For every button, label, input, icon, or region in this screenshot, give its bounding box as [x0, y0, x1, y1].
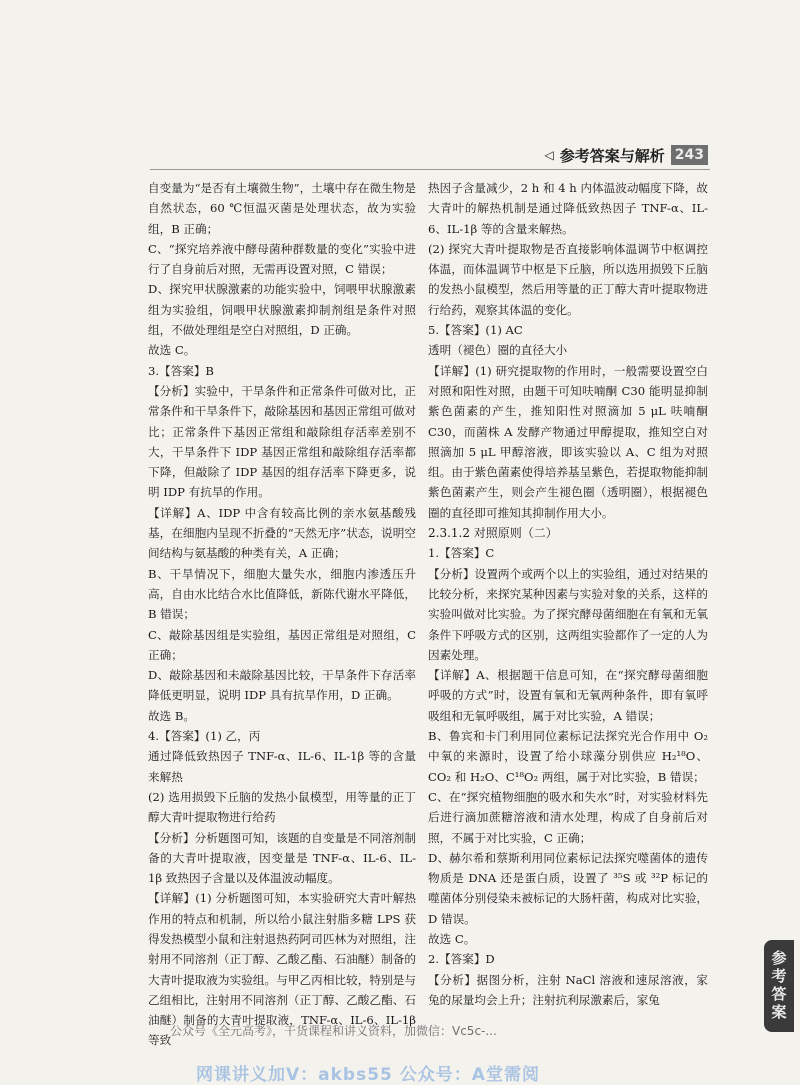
answer-heading: 4.【答案】(1) 乙，丙 [148, 729, 261, 744]
watermark-text: 公众号《全元高考》，干货课程和讲义资料，加微信：Vc5c-... [170, 1024, 497, 1038]
side-tab-label: 参考答案 [764, 940, 794, 1032]
paragraph: 故选 C。 [148, 343, 196, 358]
paragraph: 【分析】分析题图可知，该题的自变量是不同溶剂制备的大青叶提取液，因变量是 TNF-α、IL-6、IL-1β 致热因子含量以及体温波动幅度。 [148, 830, 416, 886]
paragraph: D、探究甲状腺激素的功能实验中，饲喂甲状腺激素组为实验组，饲喂甲状腺激素抑制剂组是条件对照组，不做处理组是空白对照组，D 正确。 [148, 282, 416, 338]
section-heading: 2.3.1.2 对照原则（二） [428, 526, 558, 541]
page-number: 243 [671, 145, 708, 165]
answer-heading: 1.【答案】C [428, 546, 495, 561]
paragraph: 通过降低致热因子 TNF-α、IL-6、IL-1β 等的含量来解热 [148, 749, 416, 784]
left-triangle-icon: ◁ [544, 148, 554, 162]
paragraph: 【分析】实验中，干旱条件和正常条件可做对比，正常条件和干旱条件下，敲除基因和基因正常组可做对比；正常条件下基因正常组和敲除组存活率差别不大，干旱条件下 IDP 基因正常组和敲除组存活率都下降，但敲除了 IDP 基因的组存活率下降更多，说明 IDP 有抗旱的作用。 [148, 383, 416, 500]
paragraph: C、“探究培养液中酵母菌种群数量的变化”实验中进行了自身前后对照，无需再设置对照，C 错误； [148, 241, 416, 277]
left-column [148, 178, 416, 1051]
watermark-banner: 网课讲义加V：akbs55 公众号：A堂需阅 [196, 1065, 540, 1085]
header-divider [150, 169, 710, 170]
paragraph: 故选 C。 [428, 931, 476, 946]
paragraph: B、干旱情况下，细胞大量失水，细胞内渗透压升高，自由水比结合水比值降低，新陈代谢水平降低，B 错误； [148, 566, 416, 622]
paragraph: 故选 B。 [148, 708, 195, 723]
paragraph: 热因子含量减少，2 h 和 4 h 内体温波动幅度下降，故大青叶的解热机制是通过降低致热因子 TNF-α、IL-6、IL-1β 等的含量来解热。 [428, 181, 708, 236]
paragraph: C、敲除基因组是实验组，基因正常组是对照组，C 正确； [148, 627, 416, 662]
paragraph: (2) 探究大青叶提取物是否直接影响体温调节中枢调控体温，而体温调节中枢是下丘脑，所以选用损毁下丘脑的发热小鼠模型，然后用等量的正丁醇大青叶提取物进行给药，观察其体温的变化。 [428, 241, 708, 317]
header-title: 参考答案与解析 [559, 146, 665, 165]
paragraph: 【详解】A、IDP 中含有较高比例的亲水氨基酸残基，在细胞内呈现不折叠的“天然无序”状态，说明空间结构与氨基酸的种类有关，A 正确； [148, 505, 416, 561]
paragraph: B、鲁宾和卡门利用同位素标记法探究光合作用中 O₂ 中氧的来源时，设置了给小球藻分别供应 H₂¹⁸O、CO₂ 和 H₂O、C¹⁸O₂ 两组，属于对比实验，B 错误； [428, 729, 708, 784]
paragraph: 【详解】A、根据题干信息可知，在“探究酵母菌细胞呼吸的方式”时，设置有氧和无氧两种条件，即有氧呼吸组和无氧呼吸组，属于对比实验，A 错误； [428, 668, 708, 723]
answer-heading: 5.【答案】(1) AC [428, 323, 523, 338]
right-column [428, 178, 708, 1010]
paragraph: 【分析】设置两个或两个以上的实验组，通过对结果的比较分析，来探究某种因素与实验对象的关系，这样的实验叫做对比实验。为了探究酵母菌细胞在有氧和无氧条件下呼吸方式的区别，这两组实验都作了一定的人为因素处理。 [428, 566, 708, 662]
paragraph: 透明（褪色）圈的直径大小 [428, 343, 568, 358]
paragraph: 【分析】据图分析，注射 NaCl 溶液和速尿溶液，家兔的尿量均会上升；注射抗利尿激素后，家兔 [428, 972, 708, 1007]
paragraph: C、在“探究植物细胞的吸水和失水”时，对实验材料先后进行滴加蔗糖溶液和清水处理，构成了自身前后对照，不属于对比实验，C 正确； [428, 789, 708, 845]
answer-heading: 3.【答案】B [148, 363, 214, 378]
paragraph: 【详解】(1) 分析题图可知，本实验研究大青叶解热作用的特点和机制，所以给小鼠注射脂多糖 LPS 获得发热模型小鼠和注射退热药阿司匹林为对照组，注射用不同溶剂（正丁醇、乙酸乙酯、石油醚）制备的大青叶提取液为实验组。与甲乙丙相比较，特别是与乙组相比，注射用不同溶剂（正丁醇、乙酸乙酯、石油醚）制备的大青叶提取液，TNF-α、IL-6、IL-1β 等致 [148, 891, 416, 1048]
paragraph: 【详解】(1) 研究提取物的作用时，一般需要设置空白对照和阳性对照，由题干可知呋喃酮 C30 能明显抑制紫色菌素的产生，推知阳性对照滴加 5 μL 呋喃酮 C30，而菌株 A 发酵产物通过甲醇提取，推知空白对照滴加 5 μL 甲醇溶液，即该实验以 A、C 组为对照组。由于紫色菌素使得培养基呈紫色，若提取物能抑制紫色菌素产生，则会产生褪色圈（透明圈），根据褪色圈的直径即可推知其抑制作用大小。 [428, 363, 708, 520]
paragraph: D、敲除基因和未敲除基因比较，干旱条件下存活率降低更明显，说明 IDP 具有抗旱作用，D 正确。 [148, 668, 416, 703]
page-header [520, 145, 708, 165]
paragraph: 自变量为“是否有土壤微生物”，土壤中存在微生物是自然状态，60 ℃恒温灭菌是处理状态，故为实验组，B 正确； [148, 181, 416, 236]
paragraph: D、赫尔希和蔡斯利用同位素标记法探究噬菌体的遗传物质是 DNA 还是蛋白质，设置了 ³⁵S 或 ³²P 标记的噬菌体分别侵染未被标记的大肠杆菌，构成对比实验，D 错误。 [428, 850, 708, 926]
answer-heading: 2.【答案】D [428, 952, 495, 967]
paragraph: (2) 选用损毁下丘脑的发热小鼠模型，用等量的正丁醇大青叶提取物进行给药 [148, 789, 416, 825]
